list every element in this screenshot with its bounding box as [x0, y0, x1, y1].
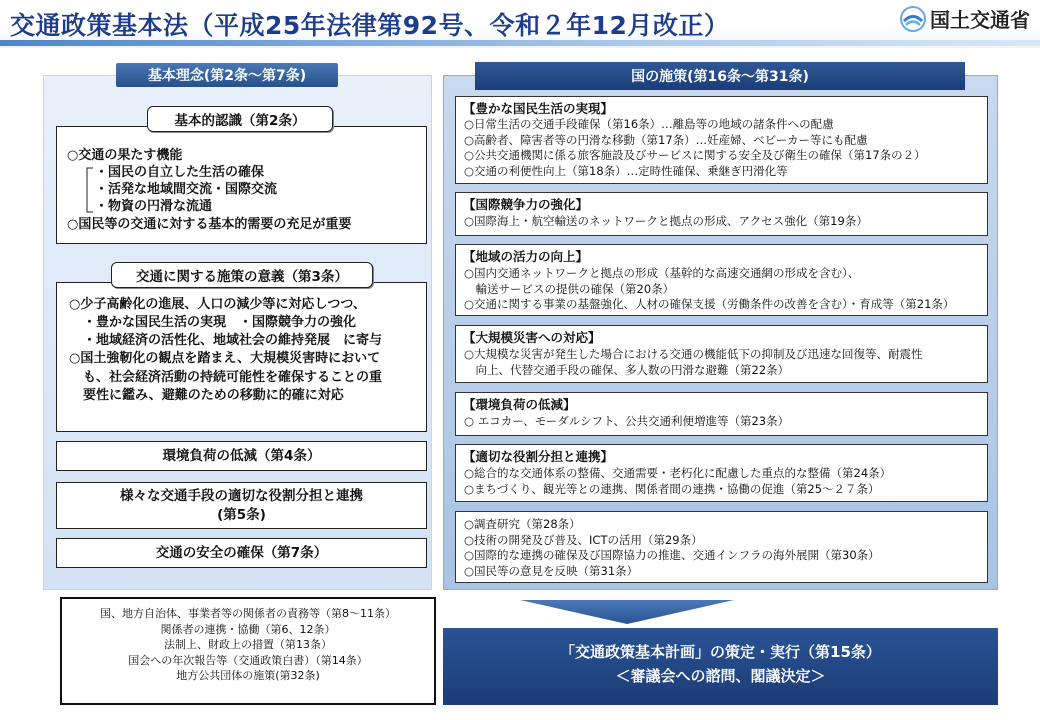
- measure-section: [455, 444, 988, 502]
- measure-line: 輸送サービスの提供の確保（第20条）: [464, 281, 675, 296]
- measure-section-lines: [464, 214, 868, 230]
- measure-section-other: [455, 511, 988, 583]
- stakeholder-notes-box: [60, 597, 436, 705]
- measure-line: ○調査研究（第28条）: [464, 517, 581, 531]
- environment-burden-box: [56, 441, 427, 471]
- measure-section-title: 【豊かな国民生活の実現】: [463, 101, 614, 116]
- measure-line: ○国内交通ネットワークと拠点の形成（基幹的な高速交通網の形成を含む）、: [464, 266, 860, 280]
- role-sharing-article: (第5条): [217, 506, 266, 523]
- measure-line: ○公共交通機関に係る旅客施設及びサービスに関する安全及び衛生の確保（第17条の２）: [464, 148, 926, 162]
- measure-section: [455, 392, 988, 436]
- page-title: 交通政策基本法（平成25年法律第92号、令和２年12月改正）: [10, 11, 730, 40]
- ministry-logo: [900, 4, 1030, 33]
- measure-section-title: 【環境負荷の低減】: [463, 397, 576, 412]
- measure-section-lines: [464, 347, 923, 378]
- recognition-line: ○交通の果たす機能: [67, 148, 183, 163]
- policy-significance-box: [56, 282, 427, 432]
- significance-line: ・地域経済の活性化、地域社会の維持発展 に寄与: [83, 333, 383, 348]
- basic-principles-header: 基本理念(第2条～第7条): [116, 63, 338, 87]
- role-sharing-text: 様々な交通手段の適切な役割分担と連携: [120, 487, 363, 504]
- significance-line: 要性に鑑み、避難のための移動に的確に対応: [83, 388, 344, 403]
- measure-line: ○まちづくり、観光等との連携、関係者間の連携・協働の促進（第25～２７条）: [464, 481, 880, 496]
- ministry-emblem-icon: [900, 6, 926, 32]
- measure-line: ○国民等の意見を反映（第31条）: [464, 563, 639, 578]
- measure-line: ○ エコカー、モーダルシフト、公共交通利便増進等（第23条）: [464, 414, 790, 428]
- basic-recognition-label: 基本的認識（第2条）: [147, 106, 333, 132]
- measure-line: ○高齢者、障害者等の円滑な移動（第17条）…妊産婦、ベビーカー等にも配慮: [464, 132, 868, 147]
- measure-line: ○交通に関する事業の基盤強化、人材の確保支援（労働条件の改善を含む）・育成等（第21条）: [464, 297, 955, 311]
- measure-section-lines: [464, 117, 926, 179]
- significance-line: ○少子高齢化の進展、人口の減少等に対応しつつ、: [69, 297, 366, 312]
- recognition-line: ○国民等の交通に対する基本的需要の充足が重要: [67, 217, 352, 232]
- measure-section-title: 【適切な役割分担と連携】: [463, 449, 614, 464]
- recognition-line: ・物資の円滑な流通: [95, 199, 213, 214]
- role-sharing-box: [56, 482, 427, 529]
- measure-section-lines: [464, 517, 880, 579]
- basic-recognition-box: [56, 126, 427, 244]
- ministry-name: 国土交通省: [930, 8, 1030, 32]
- significance-line: も、社会経済活動の持続可能性を確保することの重: [83, 370, 383, 385]
- down-arrow-icon: [520, 600, 734, 624]
- measure-line: ○交通の利便性向上（第18条）…定時性確保、乗継ぎ円滑化等: [464, 163, 788, 178]
- notes-line: 国、地方自治体、事業者等の関係者の責務等（第8～11条）: [100, 607, 396, 620]
- measure-section: [455, 192, 988, 236]
- national-measures-header: 国の施策(第16条～第31条): [475, 62, 965, 90]
- measure-section-title: 【国際競争力の強化】: [463, 197, 589, 212]
- measure-section-lines: [464, 266, 954, 313]
- measure-section-title: 【大規模災害への対応】: [463, 330, 601, 345]
- measure-line: ○総合的な交通体系の整備、交通需要・老朽化に配慮した重点的な整備（第24条）: [464, 466, 892, 480]
- measure-section-lines: [464, 414, 789, 430]
- measure-line: ○技術の開発及び普及、ICTの活用（第29条）: [464, 532, 703, 547]
- traffic-safety-box: [56, 538, 427, 568]
- notes-line: 地方公共団体の施策(第32条): [176, 669, 320, 682]
- notes-line: 関係者の連携・協働（第6、12条）: [160, 622, 336, 636]
- recognition-line: ・活発な地域間交流・国際交流: [95, 182, 278, 197]
- environment-burden-text: 環境負荷の低減（第4条）: [162, 447, 321, 464]
- measure-section: [455, 96, 988, 184]
- basic-plan-box: [443, 628, 998, 705]
- measure-line: ○大規模な災害が発生した場合における交通の機能低下の抑制及び迅速な回復等、耐震性: [464, 347, 923, 361]
- measure-line: ○国際海上・航空輸送のネットワークと拠点の形成、アクセス強化（第19条）: [464, 214, 868, 228]
- measure-section-title: 【地域の活力の向上】: [463, 249, 589, 264]
- measure-line: ○国際的な連携の確保及び国際協力の推進、交通インフラの海外展開（第30条）: [464, 548, 880, 562]
- policy-significance-label: 交通に関する施策の意義（第3条）: [111, 262, 373, 288]
- measure-section-lines: [464, 466, 891, 497]
- basic-plan-title: 「交通政策基本計画」の策定・実行（第15条）: [560, 643, 881, 661]
- measure-section: [455, 244, 988, 316]
- recognition-bracket: [86, 167, 94, 213]
- significance-line: ○国土強靭化の観点を踏まえ、大規模災害時において: [69, 351, 381, 366]
- measure-line: ○日常生活の交通手段確保（第16条）…離島等の地域の諸条件への配慮: [464, 117, 834, 131]
- notes-line: 法制上、財政上の措置（第13条）: [164, 638, 332, 651]
- recognition-line: ・国民の自立した生活の確保: [95, 165, 265, 180]
- notes-line: 国会への年次報告等（交通政策白書）（第14条）: [128, 653, 368, 667]
- basic-plan-subtitle: ＜審議会への諮問、閣議決定＞: [615, 667, 826, 685]
- measure-line: 向上、代替交通手段の確保、多人数の円滑な避難（第22条）: [464, 362, 790, 377]
- significance-line: ・豊かな国民生活の実現 ・国際競争力の強化: [83, 315, 357, 330]
- measure-section: [455, 325, 988, 383]
- traffic-safety-text: 交通の安全の確保（第7条）: [155, 544, 328, 561]
